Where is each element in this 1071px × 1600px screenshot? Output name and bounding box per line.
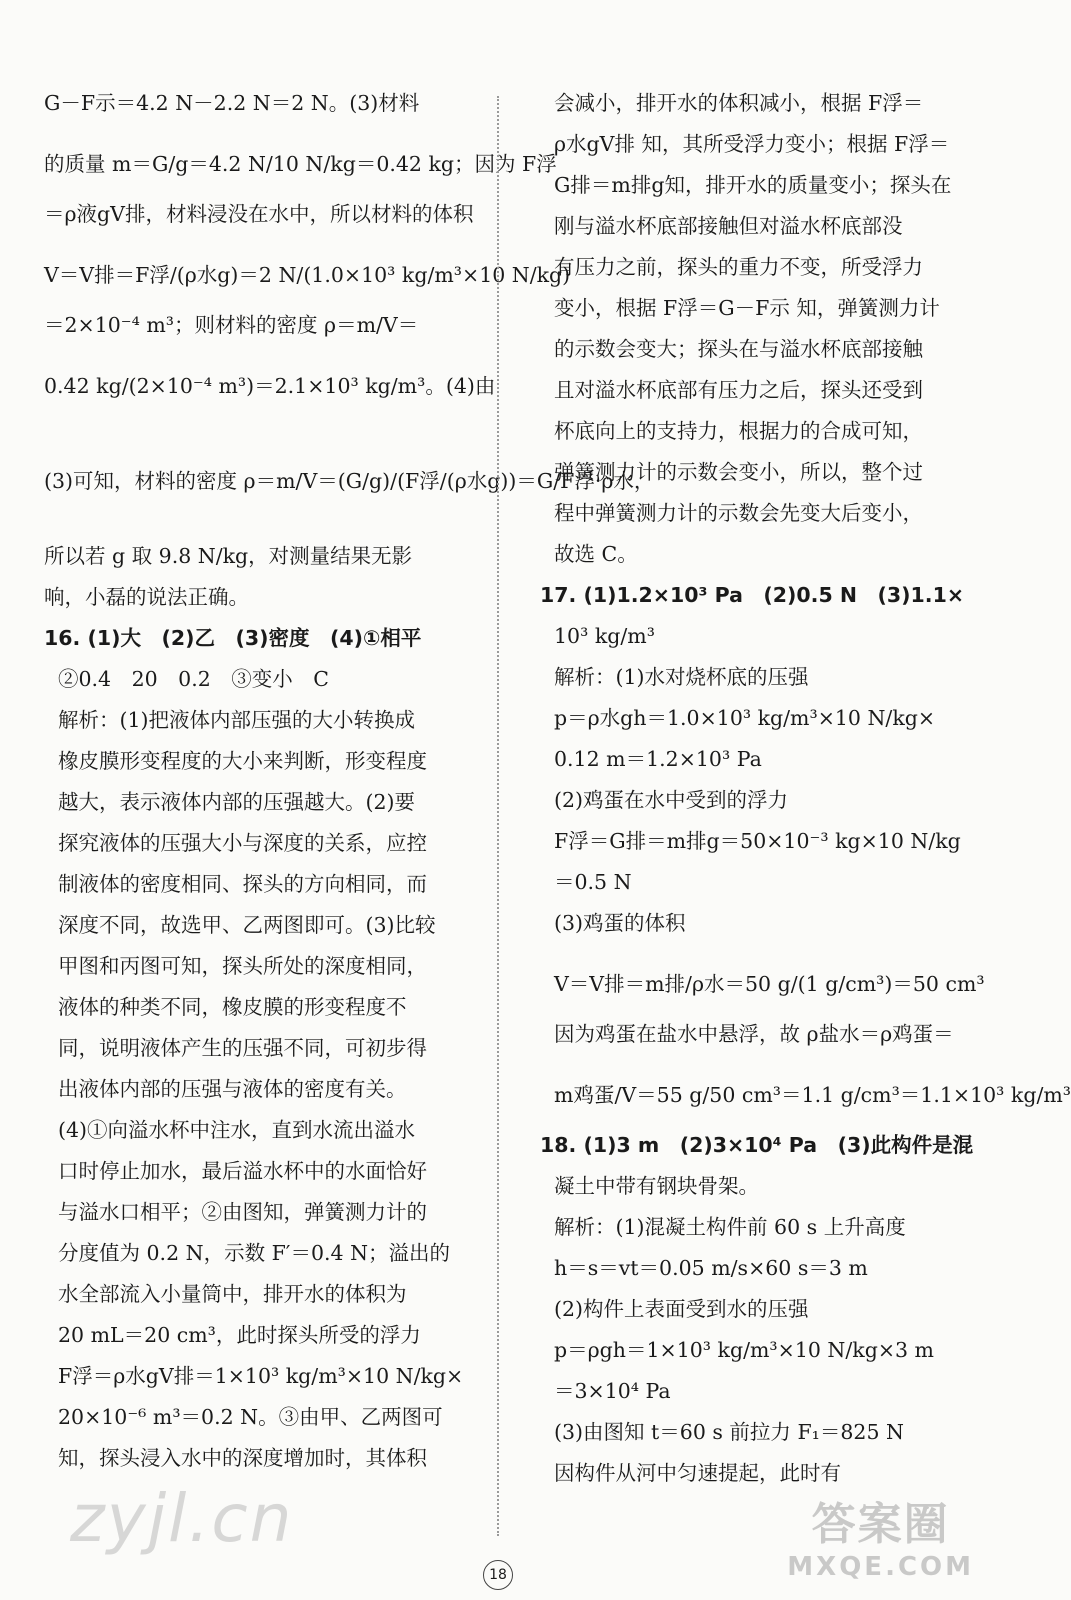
text-line: p＝ρ水gh＝1.0×10³ kg/m³×10 N/kg× <box>554 706 936 730</box>
text-line: 所以若 g 取 9.8 N/kg，对测量结果无影 <box>44 544 413 568</box>
text-line: 因为鸡蛋在盐水中悬浮，故 ρ盐水＝ρ鸡蛋＝ <box>554 1022 954 1046</box>
analysis-line: 解析：(1)把液体内部压强的大小转换成 <box>58 708 416 732</box>
text-line: 20×10⁻⁶ m³＝0.2 N。③由甲、乙两图可 <box>58 1405 443 1429</box>
text-line: ＝2×10⁻⁴ m³；则材料的密度 ρ＝m/V＝ <box>44 313 419 337</box>
text-line: 弹簧测力计的示数会变小，所以，整个过 <box>554 460 923 484</box>
text-line: p＝ρgh＝1×10³ kg/m³×10 N/kg×3 m <box>554 1338 934 1362</box>
text-line: 的质量 m＝G/g＝4.2 N/10 N/kg＝0.42 kg；因为 F浮 <box>44 152 557 176</box>
text-line: 同，说明液体产生的压强不同，可初步得 <box>58 1036 427 1060</box>
watermark-right-top: 答案圈 <box>811 1499 950 1550</box>
text-line: 的示数会变大；探头在与溢水杯底部接触 <box>554 337 923 361</box>
text-line: ＝3×10⁴ Pa <box>554 1379 671 1403</box>
text-line: 有压力之前，探头的重力不变，所受浮力 <box>554 255 923 279</box>
text-line: (2)鸡蛋在水中受到的浮力 <box>554 788 789 812</box>
text-line: 响，小磊的说法正确。 <box>44 585 249 609</box>
text-line: V＝V排＝m排/ρ水＝50 g/(1 g/cm³)＝50 cm³ <box>554 972 985 996</box>
text-line: ＝0.5 N <box>554 870 632 894</box>
text-line: G排＝m排g知，排开水的质量变小；探头在 <box>554 173 952 197</box>
text-line: F浮＝ρ水gV排＝1×10³ kg/m³×10 N/kg× <box>58 1364 464 1388</box>
text-line: 0.42 kg/(2×10⁻⁴ m³)＝2.1×10³ kg/m³。(4)由 <box>44 374 496 398</box>
text-line: (4)①向溢水杯中注水，直到水流出溢水 <box>58 1118 416 1142</box>
text-line: F浮＝G排＝m排g＝50×10⁻³ kg×10 N/kg <box>554 829 961 853</box>
text-line: m鸡蛋/V＝55 g/50 cm³＝1.1 g/cm³＝1.1×10³ kg/m³ <box>554 1083 1071 1107</box>
text-line: 水全部流入小量筒中，排开水的体积为 <box>58 1282 407 1306</box>
text-line: (2)构件上表面受到水的压强 <box>554 1297 809 1321</box>
text-line: G－F示＝4.2 N－2.2 N＝2 N。(3)材料 <box>44 91 420 115</box>
text-line: 探究液体的压强大小与深度的关系，应控 <box>58 831 427 855</box>
question-16-answer-cont: ②0.4 20 0.2 ③变小 C <box>58 667 329 691</box>
watermark-left: zyjl.cn <box>70 1480 294 1557</box>
text-line: 液体的种类不同，橡皮膜的形变程度不 <box>58 995 407 1019</box>
text-line: 口时停止加水，最后溢水杯中的水面恰好 <box>58 1159 427 1183</box>
text-line: 甲图和丙图可知，探头所处的深度相同， <box>58 954 427 978</box>
analysis-line: 解析：(1)水对烧杯底的压强 <box>554 665 809 689</box>
question-16-answer: 16. (1)大 (2)乙 (3)密度 (4)①相平 <box>44 626 422 650</box>
question-18-answer: 18. (1)3 m (2)3×10⁴ Pa (3)此构件是混 <box>540 1133 974 1157</box>
text-line: 制液体的密度相同、探头的方向相同，而 <box>58 872 427 896</box>
text-line: 与溢水口相平；②由图知，弹簧测力计的 <box>58 1200 427 1224</box>
text-line: ＝ρ液gV排，材料浸没在水中，所以材料的体积 <box>44 202 474 226</box>
text-line: 分度值为 0.2 N，示数 F′＝0.4 N；溢出的 <box>58 1241 451 1265</box>
page-number <box>0 1560 996 1590</box>
right-column <box>540 88 1071 1499</box>
text-line: 程中弹簧测力计的示数会先变大后变小， <box>554 501 923 525</box>
text-line: 且对溢水杯底部有压力之后，探头还受到 <box>554 378 923 402</box>
analysis-line: 解析：(1)混凝土构件前 60 s 上升高度 <box>554 1215 906 1239</box>
text-line: V＝V排＝F浮/(ρ水g)＝2 N/(1.0×10³ kg/m³×10 N/kg) <box>44 263 571 287</box>
text-line: 出液体内部的压强与液体的密度有关。 <box>58 1077 407 1101</box>
question-18-answer-cont: 凝土中带有钢块骨架。 <box>554 1174 759 1198</box>
text-line: (3)由图知 t＝60 s 前拉力 F₁＝825 N <box>554 1420 904 1444</box>
question-17-answer-cont: 10³ kg/m³ <box>554 624 655 648</box>
text-line: 刚与溢水杯底部接触但对溢水杯底部没 <box>554 214 903 238</box>
page-number-text: 18 <box>483 1560 513 1590</box>
text-line: 因构件从河中匀速提起，此时有 <box>554 1461 841 1485</box>
text-line: 橡皮膜形变程度的大小来判断，形变程度 <box>58 749 427 773</box>
text-line: 深度不同，故选甲、乙两图即可。(3)比较 <box>58 913 436 937</box>
text-line: (3)可知，材料的密度 ρ＝m/V＝(G/g)/(F浮/(ρ水g))＝G/F浮·ρ水， <box>44 469 655 493</box>
text-line: ρ水gV排 知，其所受浮力变小；根据 F浮＝ <box>554 132 950 156</box>
text-line: 0.12 m＝1.2×10³ Pa <box>554 747 762 771</box>
column-divider <box>497 96 499 1536</box>
text-line: 故选 C。 <box>554 542 638 566</box>
text-line: h＝s＝vt＝0.05 m/s×60 s＝3 m <box>554 1256 868 1280</box>
text-line: 会减小，排开水的体积减小，根据 F浮＝ <box>554 91 924 115</box>
text-line: 越大，表示液体内部的压强越大。(2)要 <box>58 790 416 814</box>
text-line: 杯底向上的支持力，根据力的合成可知， <box>554 419 923 443</box>
question-17-answer: 17. (1)1.2×10³ Pa (2)0.5 N (3)1.1× <box>540 583 965 607</box>
text-line: 变小，根据 F浮＝G－F示 知，弹簧测力计 <box>554 296 940 320</box>
text-line: 知，探头浸入水中的深度增加时，其体积 <box>58 1446 427 1470</box>
watermark-right-bottom: MXQE.COM <box>787 1552 974 1582</box>
text-line: (3)鸡蛋的体积 <box>554 911 686 935</box>
text-line: 20 mL＝20 cm³，此时探头所受的浮力 <box>58 1323 421 1347</box>
